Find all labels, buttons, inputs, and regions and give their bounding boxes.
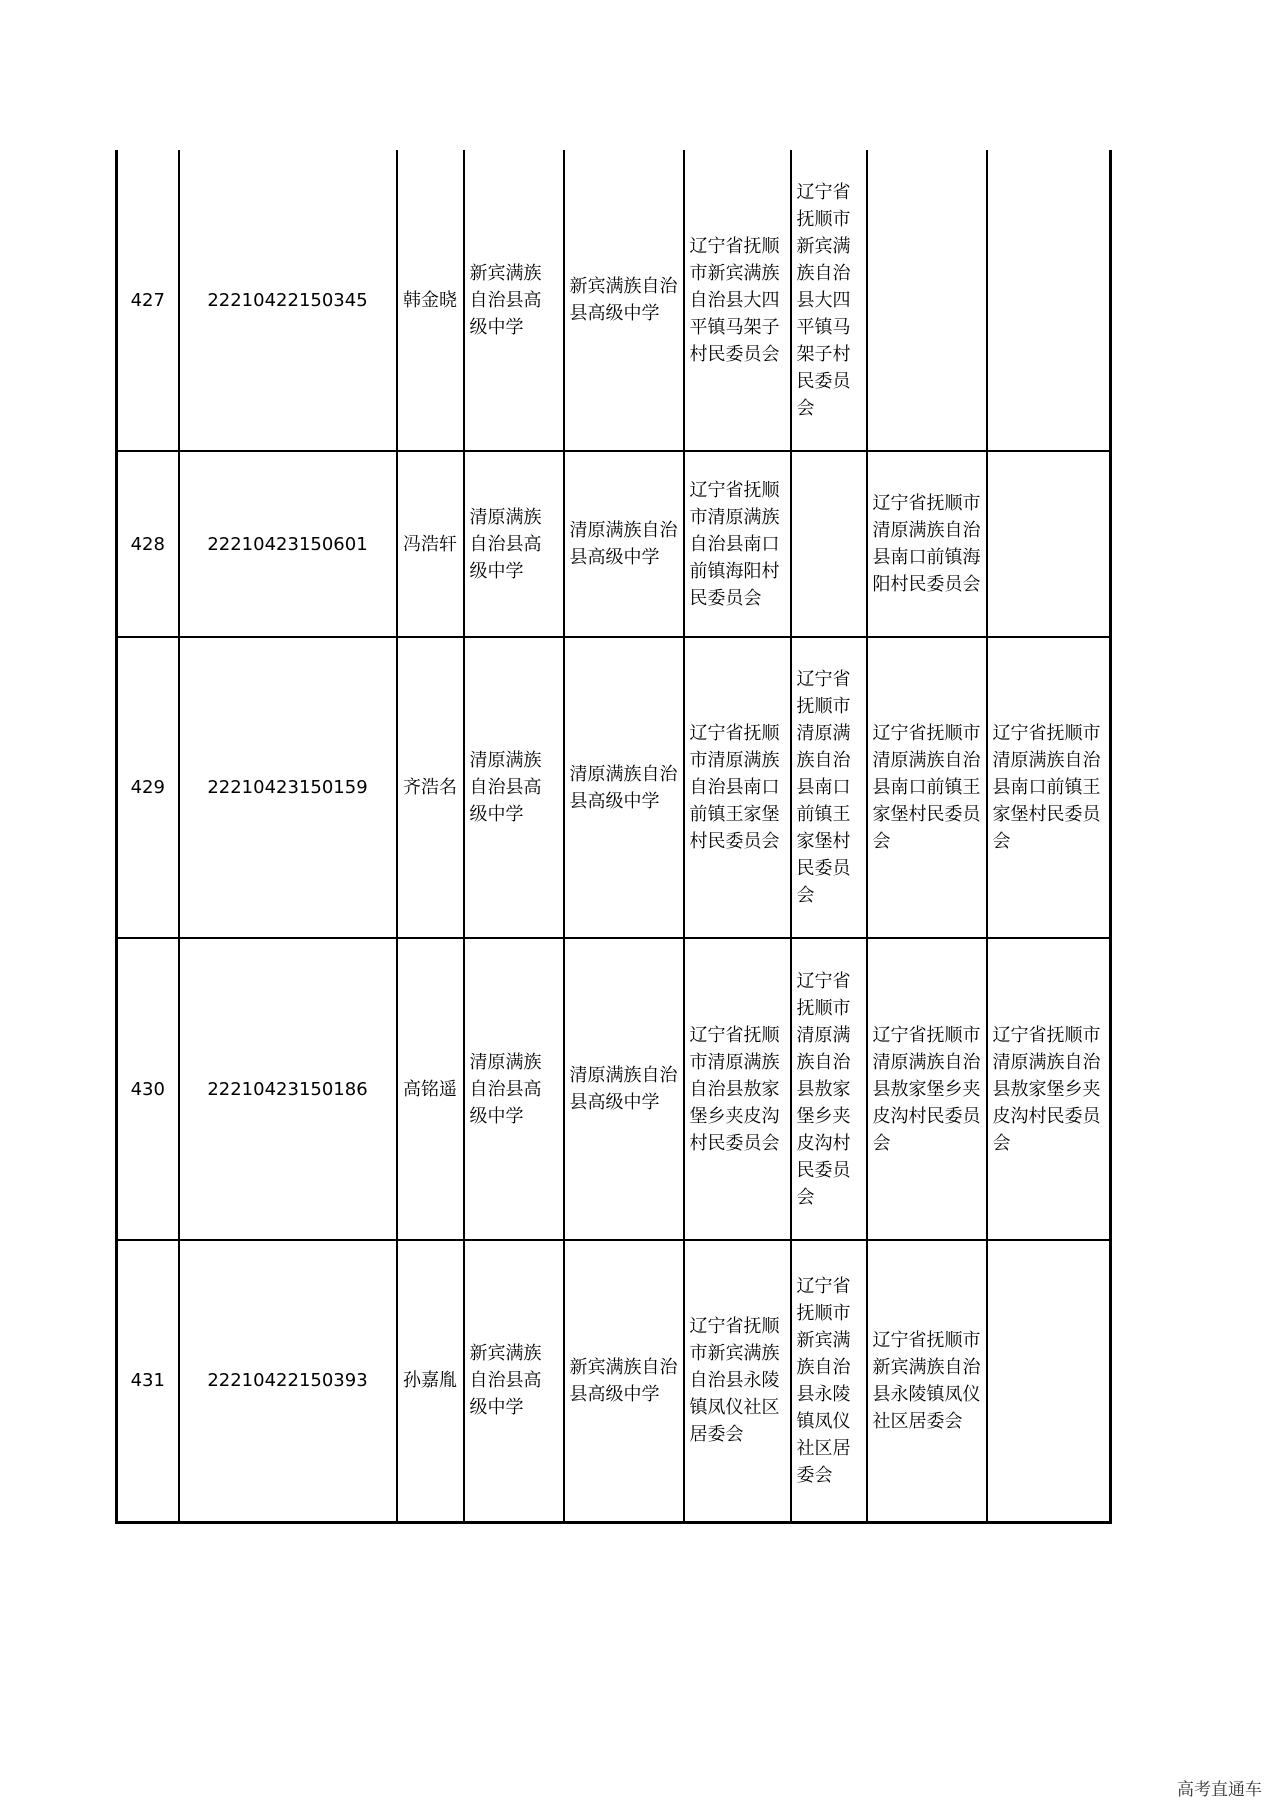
row-number: 428 (117, 451, 179, 637)
residence-address: 辽宁省抚顺市清原满族自治县南口前镇王家堡村民委员会 (987, 637, 1111, 938)
school-record: 新宾满族自治县高级中学 (564, 1240, 684, 1522)
graduating-school: 清原满族自治县高级中学 (464, 938, 564, 1240)
row-number: 427 (117, 150, 179, 451)
residence-address: 辽宁省抚顺市清原满族自治县敖家堡乡夹皮沟村民委员会 (987, 938, 1111, 1240)
residence-address (987, 1240, 1111, 1522)
student-name: 冯浩轩 (397, 451, 464, 637)
row-number: 430 (117, 938, 179, 1240)
graduating-school: 清原满族自治县高级中学 (464, 451, 564, 637)
student-name: 齐浩名 (397, 637, 464, 938)
graduating-school: 新宾满族自治县高级中学 (464, 150, 564, 451)
table-row (117, 451, 1111, 637)
guardian-address: 辽宁省抚顺市清原满族自治县敖家堡乡夹皮沟村民委员会 (867, 938, 987, 1240)
parent-address: 辽宁省抚顺市清原满族自治县南口前镇王家堡村民委员会 (791, 637, 867, 938)
candidate-id: 22210422150345 (179, 150, 397, 451)
row-number: 431 (117, 1240, 179, 1522)
student-name: 韩金晓 (397, 150, 464, 451)
school-record: 清原满族自治县高级中学 (564, 637, 684, 938)
school-record: 新宾满族自治县高级中学 (564, 150, 684, 451)
parent-address: 辽宁省抚顺市新宾满族自治县大四平镇马架子村民委员会 (791, 150, 867, 451)
guardian-address (867, 150, 987, 451)
residence-address (987, 451, 1111, 637)
candidate-id: 22210423150159 (179, 637, 397, 938)
residence-address (987, 150, 1111, 451)
parent-address (791, 451, 867, 637)
graduating-school: 清原满族自治县高级中学 (464, 637, 564, 938)
guardian-address: 辽宁省抚顺市清原满族自治县南口前镇王家堡村民委员会 (867, 637, 987, 938)
graduating-school: 新宾满族自治县高级中学 (464, 1240, 564, 1522)
table-row (117, 637, 1111, 938)
watermark-text: 高考直通车 (1177, 1780, 1262, 1800)
parent-address: 辽宁省抚顺市清原满族自治县敖家堡乡夹皮沟村民委员会 (791, 938, 867, 1240)
student-name: 孙嘉胤 (397, 1240, 464, 1522)
household-address: 辽宁省抚顺市清原满族自治县南口前镇海阳村民委员会 (684, 451, 791, 637)
student-name: 高铭遥 (397, 938, 464, 1240)
candidate-id: 22210422150393 (179, 1240, 397, 1522)
school-record: 清原满族自治县高级中学 (564, 451, 684, 637)
student-roster-table (115, 150, 1112, 1524)
parent-address: 辽宁省抚顺市新宾满族自治县永陵镇凤仪社区居委会 (791, 1240, 867, 1522)
household-address: 辽宁省抚顺市新宾满族自治县永陵镇凤仪社区居委会 (684, 1240, 791, 1522)
row-number: 429 (117, 637, 179, 938)
school-record: 清原满族自治县高级中学 (564, 938, 684, 1240)
household-address: 辽宁省抚顺市新宾满族自治县大四平镇马架子村民委员会 (684, 150, 791, 451)
candidate-id: 22210423150186 (179, 938, 397, 1240)
guardian-address: 辽宁省抚顺市清原满族自治县南口前镇海阳村民委员会 (867, 451, 987, 637)
table-row (117, 1240, 1111, 1522)
guardian-address: 辽宁省抚顺市新宾满族自治县永陵镇凤仪社区居委会 (867, 1240, 987, 1522)
table-row (117, 938, 1111, 1240)
household-address: 辽宁省抚顺市清原满族自治县南口前镇王家堡村民委员会 (684, 637, 791, 938)
candidate-id: 22210423150601 (179, 451, 397, 637)
table-row (117, 150, 1111, 451)
household-address: 辽宁省抚顺市清原满族自治县敖家堡乡夹皮沟村民委员会 (684, 938, 791, 1240)
